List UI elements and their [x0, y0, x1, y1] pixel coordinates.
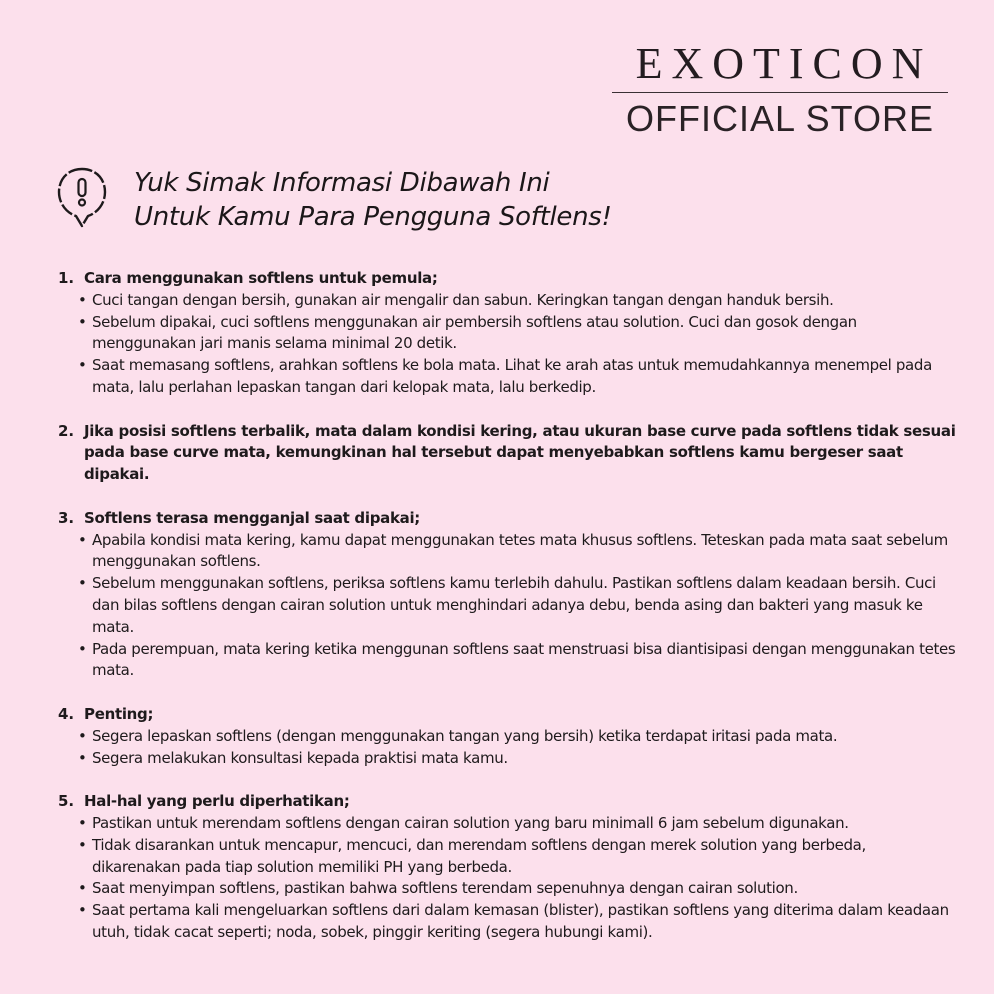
bullet-dot-icon: •: [78, 901, 87, 920]
bullet-text: Cuci tangan dengan bersih, gunakan air mengalir dan sabun. Keringkan tangan dengan handuk bersih.: [92, 290, 834, 309]
section-number: 1.: [58, 269, 75, 287]
bullet-dot-icon: •: [78, 530, 87, 549]
bullet-item: [58, 639, 958, 683]
bullet-text: Pastikan untuk merendam softlens dengan cairan solution yang baru minimall 6 jam sebelum digunakan.: [92, 813, 849, 832]
bullet-dot-icon: •: [78, 726, 87, 745]
section-heading: Softlens terasa mengganjal saat dipakai;: [84, 508, 421, 527]
info-content: [58, 268, 958, 966]
bullet-dot-icon: •: [78, 312, 87, 331]
section-heading: Hal-hal yang perlu diperhatikan;: [84, 792, 350, 811]
bullet-dot-icon: •: [78, 290, 87, 309]
brand-logo: [612, 38, 948, 139]
bullet-item: [58, 573, 958, 638]
headline-text: [134, 166, 612, 234]
brand-divider: [612, 92, 948, 93]
section-number: 4.: [58, 704, 75, 723]
headline-line-2: Untuk Kamu Para Pengguna Softlens!: [134, 202, 612, 232]
bullet-text: Saat menyimpan softlens, pastikan bahwa softlens terendam sepenuhnya dengan cairan solution.: [92, 879, 798, 898]
bullet-text: Saat memasang softlens, arahkan softlens ke bola mata. Lihat ke arah atas untuk memudahkannya menempel pada mata, lalu perlahan lepaskan tangan dari kelopak mata, lalu berkedip.: [92, 356, 932, 396]
bullet-item: [58, 312, 958, 356]
bullet-text: Sebelum dipakai, cuci softlens menggunakan air pembersih softlens atau solution. Cuci dan gosok dengan menggunakan jari manis selama minimal 20 detik.: [92, 312, 857, 353]
alert-speech-bubble-icon: [56, 166, 108, 242]
brand-subtitle: OFFICIAL STORE: [625, 98, 935, 139]
bullet-dot-icon: •: [78, 574, 87, 593]
bullet-text: Saat pertama kali mengeluarkan softlens dari dalam kemasan (blister), pastikan softlens yang diterima dalam keadaan utuh, tidak cacat seperti; noda, sobek, pinggir keriting (segera hubungi kami).: [92, 901, 949, 941]
section-heading: Cara menggunakan softlens untuk pemula;: [84, 269, 438, 287]
section-heading: Jika posisi softlens terbalik, mata dalam kondisi kering, atau ukuran base curve pada softlens tidak sesuai pada base curve mata, kemungkinan hal tersebut dapat menyebabkan softlens kamu bergeser saat dipakai.: [84, 421, 956, 484]
bullet-item: [58, 748, 958, 770]
section-title: [58, 791, 958, 813]
bullet-dot-icon: •: [78, 813, 87, 832]
bullet-text: Apabila kondisi mata kering, kamu dapat menggunakan tetes mata khusus softlens. Teteskan pada mata saat sebelum menggunakan softlens.: [92, 530, 948, 571]
bullet-item: [58, 813, 958, 835]
section-4: [58, 704, 958, 769]
bullet-item: [58, 355, 958, 399]
headline-line-1: Yuk Simak Informasi Dibawah Ini: [134, 168, 550, 198]
bullet-item: [58, 726, 958, 748]
headline: [56, 166, 612, 242]
section-5: [58, 791, 958, 944]
bullet-item: [58, 878, 958, 900]
section-number: 3.: [58, 508, 75, 527]
bullet-text: Pada perempuan, mata kering ketika menggunan softlens saat menstruasi bisa diantisipasi dengan menggunakan tetes mata.: [92, 639, 956, 680]
bullet-dot-icon: •: [78, 835, 87, 854]
section-3: [58, 508, 958, 682]
bullet-item: [58, 900, 958, 944]
bullet-dot-icon: •: [78, 748, 87, 767]
section-title: [58, 421, 958, 486]
section-2: [58, 421, 958, 486]
brand-name: EXOTICON: [635, 39, 933, 88]
section-number: 2.: [58, 421, 75, 440]
bullet-text: Segera lepaskan softlens (dengan menggunakan tangan yang bersih) ketika terdapat iritasi pada mata.: [92, 726, 838, 745]
bullet-text: Tidak disarankan untuk mencapur, mencuci, dan merendam softlens dengan merek solution yang berbeda, dikarenakan pada tiap solution memiliki PH yang berbeda.: [92, 835, 866, 876]
bullet-text: Segera melakukan konsultasi kepada praktisi mata kamu.: [92, 748, 508, 767]
bullet-dot-icon: •: [78, 639, 87, 658]
bullet-dot-icon: •: [78, 356, 87, 375]
bullet-item: [58, 290, 958, 312]
section-number: 5.: [58, 792, 75, 811]
bullet-dot-icon: •: [78, 879, 87, 898]
bullet-text: Sebelum menggunakan softlens, periksa softlens kamu terlebih dahulu. Pastikan softlens dalam keadaan bersih. Cuci dan bilas softlens dengan cairan solution untuk menghindari adanya debu, benda asing dan bakteri yang masuk ke mata.: [92, 574, 936, 636]
section-1: [58, 268, 958, 399]
section-title: [58, 508, 958, 530]
section-title: [58, 704, 958, 726]
bullet-item: [58, 530, 958, 574]
bullet-item: [58, 835, 958, 879]
section-title: [58, 268, 958, 290]
section-heading: Penting;: [84, 704, 154, 723]
